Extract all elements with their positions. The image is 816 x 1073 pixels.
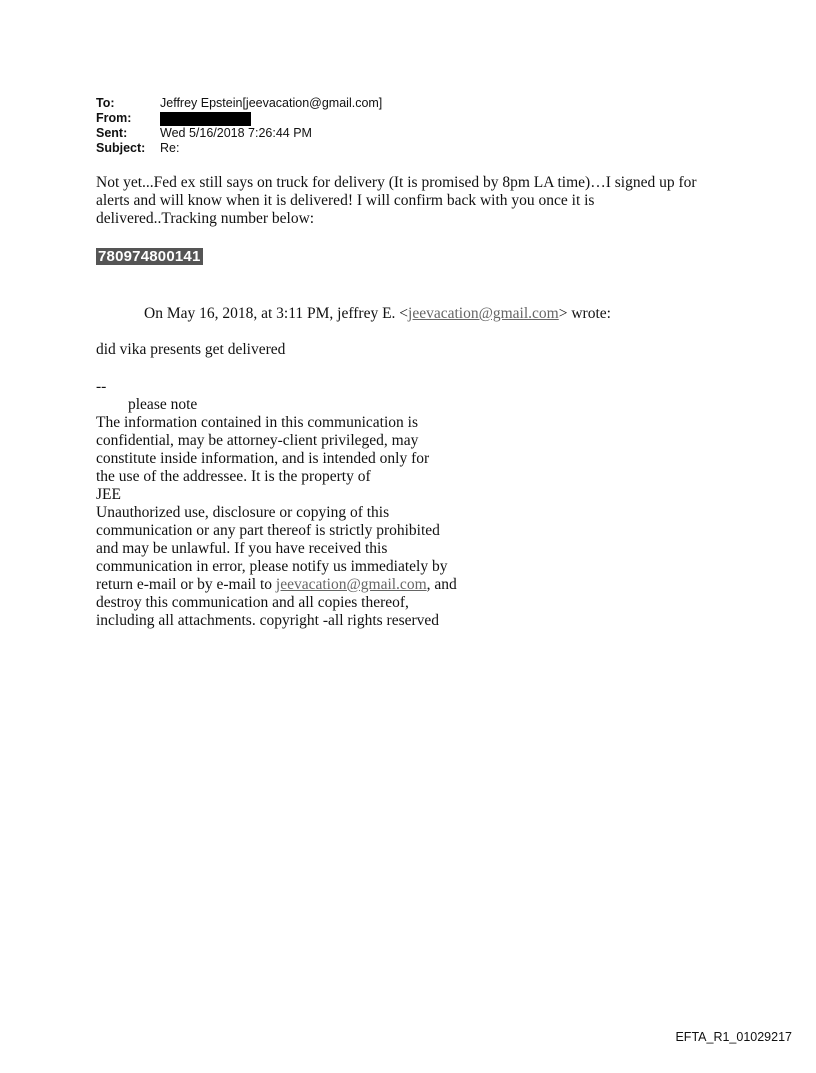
message-body: [96, 174, 736, 228]
sent-row: [96, 126, 382, 141]
quoted-message: did vika presents get delivered: [96, 341, 286, 358]
sent-value: Wed 5/16/2018 7:26:44 PM: [160, 126, 312, 140]
subject-value: Re:: [160, 141, 180, 155]
to-value: Jeffrey Epstein[jeevacation@gmail.com]: [160, 96, 383, 110]
please-note: please note: [128, 396, 198, 413]
bates-number: EFTA_R1_01029217: [675, 1030, 792, 1044]
subject-label: Subject:: [96, 141, 146, 155]
from-redaction: [160, 112, 251, 126]
disclaimer-email-link[interactable]: jeevacation@gmail.com: [275, 576, 427, 593]
disclaimer-line: destroy this communication and all copies thereof,: [96, 594, 409, 611]
email-line-suffix: , and: [426, 576, 457, 593]
quoted-intro: [144, 305, 611, 323]
disclaimer-line: communication in error, please notify us immediately by: [96, 558, 448, 575]
email-header: [96, 96, 382, 156]
disclaimer-line: including all attachments. copyright -all rights reserved: [96, 612, 440, 629]
quoted-intro-suffix: > wrote:: [558, 305, 611, 322]
to-label: To:: [96, 96, 115, 110]
disclaimer-line: and may be unlawful. If you have received this: [96, 540, 388, 557]
body-line: delivered..Tracking number below:: [96, 210, 315, 227]
to-row: [96, 96, 382, 111]
quoted-email-link[interactable]: jeevacation@gmail.com: [408, 305, 559, 322]
sent-label: Sent:: [96, 126, 128, 140]
disclaimer-line: confidential, may be attorney-client privileged, may: [96, 432, 419, 449]
disclaimer-line: The information contained in this communication is: [96, 414, 418, 431]
from-row: [96, 111, 382, 126]
signature-dashes: --: [96, 378, 107, 395]
disclaimer-line: Unauthorized use, disclosure or copying of this: [96, 504, 390, 521]
disclaimer-line: JEE: [96, 486, 121, 503]
disclaimer: [96, 414, 496, 630]
body-line: Not yet...Fed ex still says on truck for delivery (It is promised by 8pm LA time)…I signed up for: [96, 174, 697, 191]
tracking-number: 780974800141: [98, 248, 201, 265]
email-line-prefix: return e-mail or by e-mail to: [96, 576, 276, 593]
subject-row: [96, 141, 382, 156]
disclaimer-line: the use of the addressee. It is the property of: [96, 468, 371, 485]
body-line: alerts and will know when it is delivered! I will confirm back with you once it is: [96, 192, 595, 209]
disclaimer-line: communication or any part thereof is strictly prohibited: [96, 522, 440, 539]
quoted-intro-prefix: On May 16, 2018, at 3:11 PM, jeffrey E. <: [144, 305, 409, 322]
disclaimer-email-line: [96, 576, 496, 594]
disclaimer-line: constitute inside information, and is intended only for: [96, 450, 430, 467]
from-label: From:: [96, 111, 132, 125]
